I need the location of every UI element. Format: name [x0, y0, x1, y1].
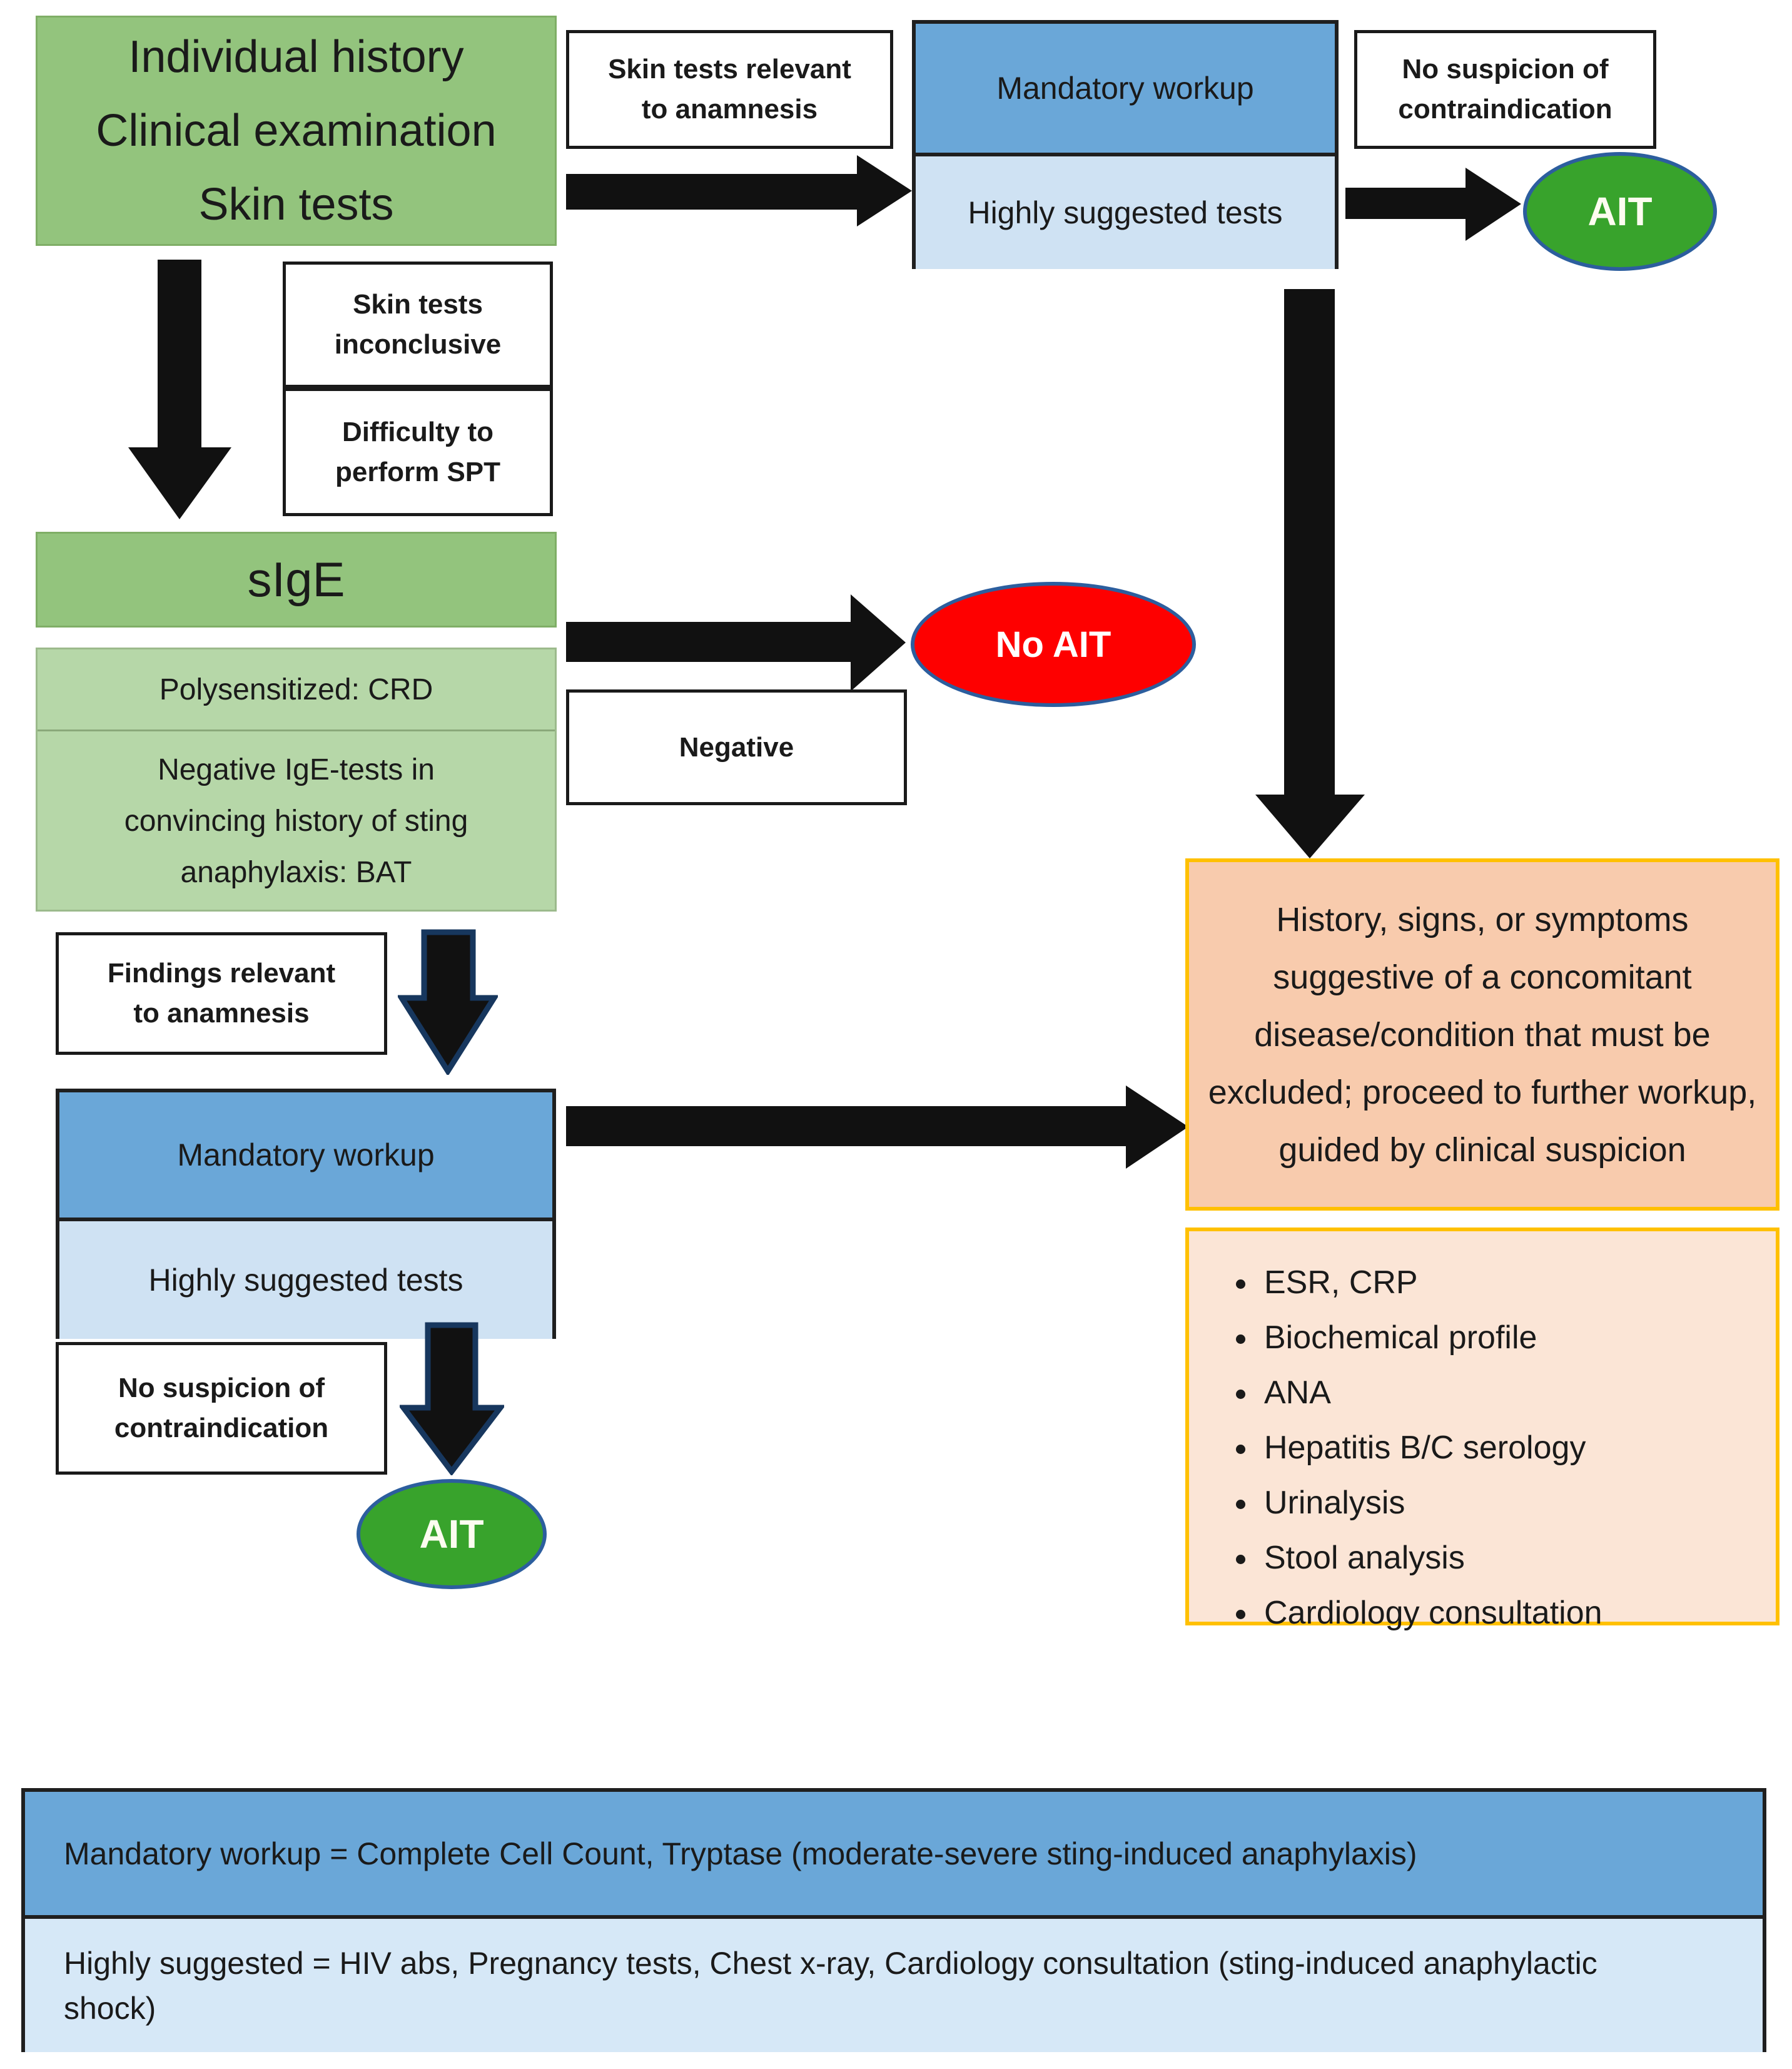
node-mandatory-workup-top-row1: Mandatory workup	[916, 24, 1335, 156]
node-line: Individual history	[128, 32, 464, 82]
node-polysensitized-crd: Polysensitized: CRD	[38, 649, 555, 731]
node-mandatory-workup-left-row1: Mandatory workup	[59, 1092, 552, 1221]
legend-mandatory-row	[25, 1792, 1763, 1919]
legend	[21, 1788, 1766, 2052]
node-highly-suggested-top-row2: Highly suggested tests	[916, 156, 1335, 269]
node-negative-ige-bat	[38, 731, 555, 912]
list-item: • Biochemical profile	[1259, 1310, 1776, 1365]
node-line: No suspicion of	[1402, 54, 1609, 84]
list-item: • Cardiology consultation	[1259, 1585, 1776, 1640]
node-workup-tests-list	[1185, 1228, 1779, 1631]
node-line: Findings relevant	[107, 958, 336, 989]
node-line: to anamnesis	[641, 94, 818, 125]
list-item: • ESR, CRP	[1259, 1255, 1776, 1310]
node-individual-history	[36, 16, 557, 246]
arrow-findings-to-workup-left	[398, 928, 498, 1075]
arrow-sige-to-no-ait	[566, 594, 906, 691]
legend-suggested-text: Highly suggested = HIV abs, Pregnancy tests, Chest x-ray, Cardiology consultation (sting-induced anaphylactic shock)	[64, 1945, 1597, 2026]
legend-suggested-row	[25, 1919, 1763, 2052]
node-line: Clinical examination	[96, 106, 497, 156]
arrow-history-to-workup	[566, 155, 912, 226]
node-ait-top: AIT	[1523, 152, 1717, 271]
node-no-ait: No AIT	[911, 582, 1196, 707]
node-line: perform SPT	[335, 456, 501, 487]
list-item: • Stool analysis	[1259, 1530, 1776, 1585]
node-line: to anamnesis	[133, 998, 310, 1029]
node-sige: sIgE	[36, 532, 557, 628]
node-skin-tests-inconclusive	[283, 262, 553, 388]
list-item: • Hepatitis B/C serology	[1259, 1420, 1776, 1475]
node-line: Skin tests relevant	[608, 54, 851, 84]
node-line: contraindication	[114, 1413, 329, 1443]
node-line: inconclusive	[334, 329, 502, 360]
node-mandatory-workup-left	[56, 1089, 556, 1339]
node-sige-details	[36, 648, 557, 912]
node-line: Skin tests	[353, 289, 483, 320]
node-line: Skin tests	[198, 180, 394, 230]
arrow-workup-left-to-concomitant	[566, 1085, 1188, 1169]
node-line: convincing history of sting	[124, 805, 468, 838]
node-line: contraindication	[1398, 94, 1612, 125]
node-mandatory-workup-top	[912, 20, 1339, 269]
arrow-history-to-sige	[128, 260, 231, 519]
node-negative: Negative	[566, 689, 907, 805]
node-line: Negative IgE-tests in	[158, 753, 435, 786]
node-ait-bottom: AIT	[357, 1479, 547, 1589]
node-difficulty-perform-spt	[283, 388, 553, 516]
node-no-suspicion-top	[1354, 30, 1656, 149]
list-item: • Urinalysis	[1259, 1475, 1776, 1530]
arrow-workup-to-ait-top	[1345, 168, 1521, 241]
node-no-suspicion-left	[56, 1342, 387, 1475]
node-findings-relevant	[56, 932, 387, 1055]
legend-mandatory-text: Mandatory workup = Complete Cell Count, Tryptase (moderate-severe sting-induced anaphylaxis)	[64, 1836, 1417, 1871]
node-highly-suggested-left-row2: Highly suggested tests	[59, 1221, 552, 1339]
node-line: No suspicion of	[118, 1373, 325, 1403]
node-line: anaphylaxis: BAT	[180, 856, 412, 889]
node-skin-tests-relevant	[566, 30, 893, 149]
node-concomitant-disease: History, signs, or symptoms suggestive of a concomitant disease/condition that must be excluded; proceed to further workup, guided by clinical suspicion	[1185, 858, 1779, 1211]
arrow-workup-to-concomitant	[1255, 289, 1365, 858]
list-item: • ANA	[1259, 1365, 1776, 1420]
node-line: Difficulty to	[342, 416, 494, 447]
arrow-no-suspicion-to-ait-bottom	[400, 1321, 504, 1475]
